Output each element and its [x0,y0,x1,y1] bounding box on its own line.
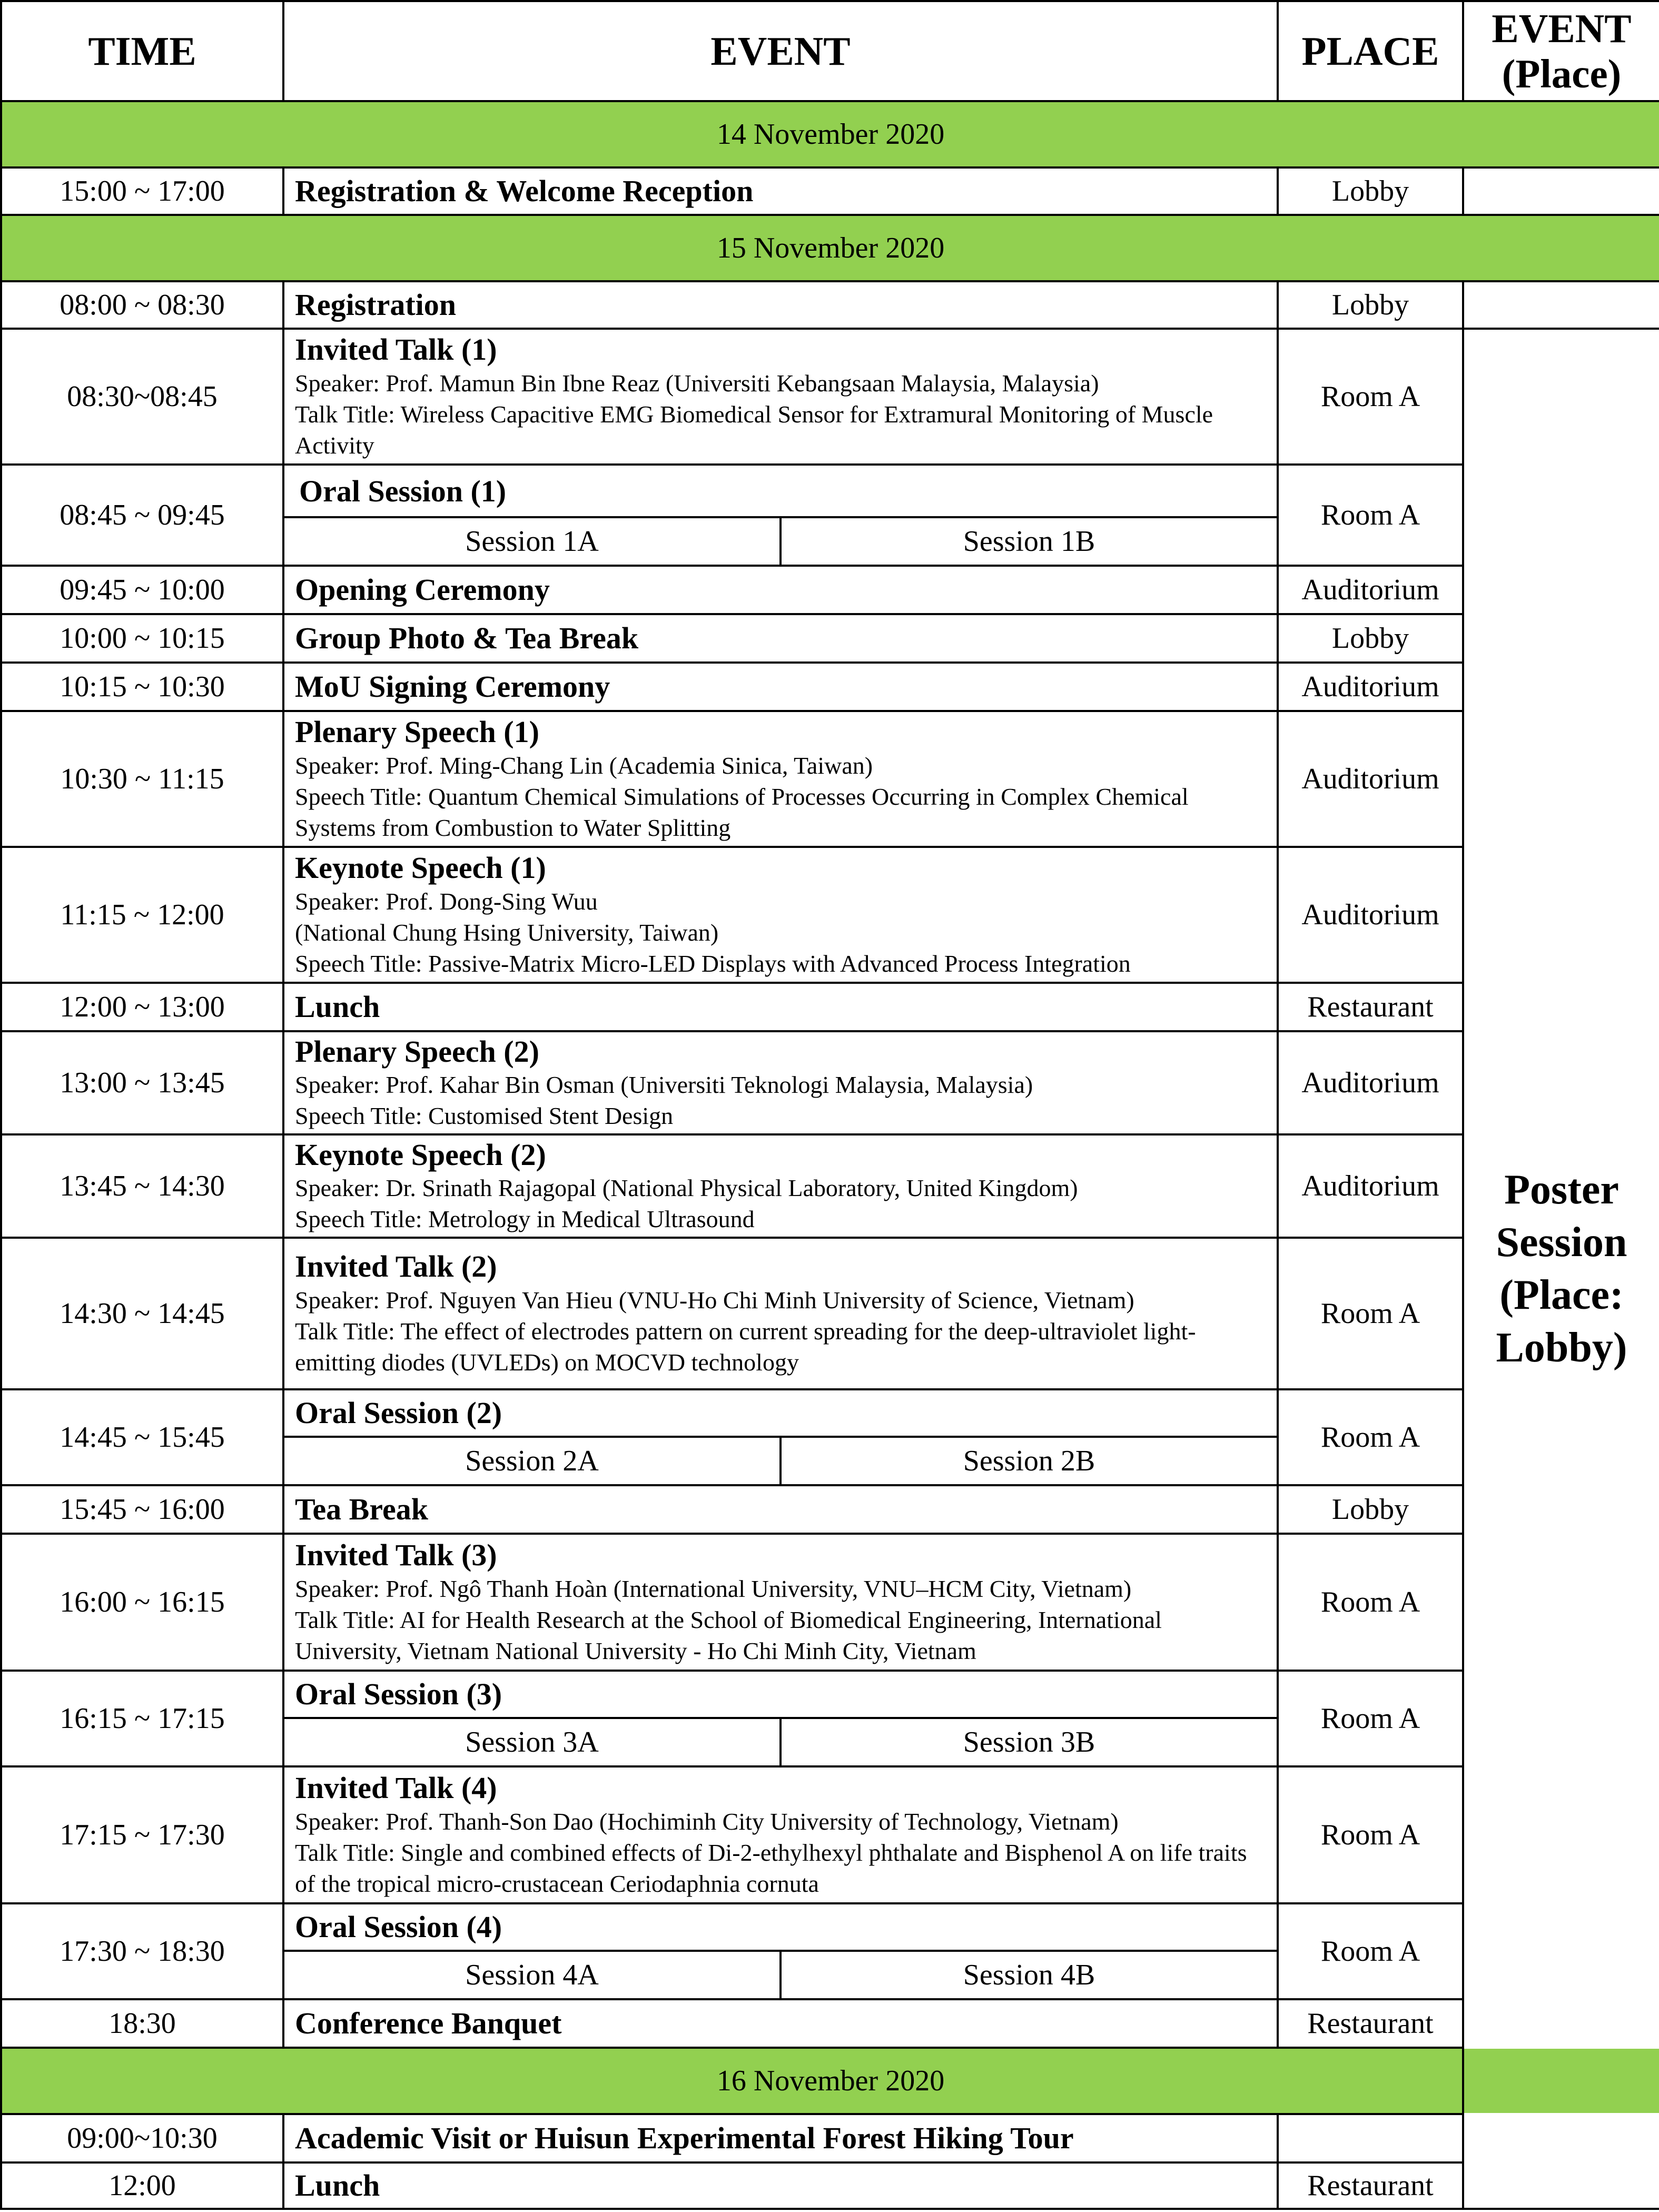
event-title: MoU Signing Ceremony [295,669,610,704]
event-title: Keynote Speech (1) [295,851,546,885]
row-time: 18:30 [1,1999,283,2048]
row-event [283,281,1278,329]
row-place: Lobby [1278,281,1463,329]
event-detail: Speaker: Prof. Ngô Thanh Hoàn (International University, VNU–HCM City, Vietnam) [295,1575,1132,1602]
event-detail: (National Chung Hsing University, Taiwan) [295,919,719,946]
row-place: Auditorium [1278,847,1463,983]
row-event [283,1031,1278,1134]
row-time: 09:45 ~ 10:00 [1,566,283,614]
event-title: Academic Visit or Huisun Experimental Forest Hiking Tour [295,2120,1074,2155]
event-title: Lunch [295,2168,380,2203]
row-event [283,1534,1278,1671]
session-b: Session 4B [781,1951,1278,1999]
oral-session-row [1,1389,1659,1437]
date-band: 16 November 2020 [1,2048,1659,2114]
event-title: Group Photo & Tea Break [295,620,639,655]
schedule-row [1,566,1659,614]
event-detail: Speech Title: Metrology in Medical Ultrasound [295,1206,755,1233]
event-title: Plenary Speech (1) [295,715,539,749]
row-event-place [1463,167,1659,215]
row-place: Auditorium [1278,566,1463,614]
row-place: Room A [1278,465,1463,566]
row-event [283,614,1278,663]
schedule-row [1,2162,1659,2209]
session-b: Session 3B [781,1718,1278,1766]
row-place: Room A [1278,1389,1463,1485]
row-place: Restaurant [1278,1999,1463,2048]
event-title: Registration & Welcome Reception [295,173,754,208]
event-title: Lunch [295,989,380,1024]
poster-line: Lobby) [1496,1325,1627,1371]
row-event [283,1999,1278,2048]
event-detail: Speaker: Prof. Ming-Chang Lin (Academia Sinica, Taiwan) [295,752,873,779]
row-time: 15:45 ~ 16:00 [1,1485,283,1534]
event-detail: Talk Title: AI for Health Research at the School of Biomedical Engineering, International University, Vietnam National University - Ho Chi Minh City, Vietnam [295,1606,1162,1664]
event-title: Oral Session (3) [295,1676,502,1711]
row-place: Room A [1278,1903,1463,1999]
event-title: Tea Break [295,1492,428,1526]
event-title: Invited Talk (4) [295,1771,497,1805]
event-detail: Speaker: Prof. Mamun Bin Ibne Reaz (Universiti Kebangsaan Malaysia, Malaysia) [295,369,1099,397]
row-time: 10:30 ~ 11:15 [1,711,283,847]
row-place: Lobby [1278,614,1463,663]
row-event [283,1485,1278,1534]
row-time: 15:00 ~ 17:00 [1,167,283,215]
schedule-row [1,1534,1659,1671]
date-band: 14 November 2020 [1,101,1659,167]
session-a: Session 4A [283,1951,781,1999]
row-place: Room A [1278,1238,1463,1389]
row-time: 16:00 ~ 16:15 [1,1534,283,1671]
event-title: Invited Talk (2) [295,1249,497,1284]
schedule-row [1,1031,1659,1134]
event-detail: Speaker: Prof. Thanh-Son Dao (Hochiminh City University of Technology, Vietnam) [295,1808,1119,1835]
schedule-row [1,1766,1659,1903]
session-a: Session 2A [283,1437,781,1485]
oral-session-title [283,1671,1278,1718]
row-event [283,2114,1278,2162]
row-time: 14:30 ~ 14:45 [1,1238,283,1389]
date-row [1,101,1659,167]
row-time: 11:15 ~ 12:00 [1,847,283,983]
row-place: Room A [1278,1766,1463,1903]
row-place: Room A [1278,329,1463,465]
schedule-row [1,983,1659,1031]
schedule-row [1,329,1659,465]
oral-session-row [1,1903,1659,1951]
row-event [283,1766,1278,1903]
row-time: 08:30~08:45 [1,329,283,465]
row-time: 14:45 ~ 15:45 [1,1389,283,1485]
row-event-place [1463,281,1659,329]
event-detail: Speaker: Dr. Srinath Rajagopal (National Physical Laboratory, United Kingdom) [295,1174,1078,1202]
row-place: Auditorium [1278,663,1463,711]
session-b: Session 2B [781,1437,1278,1485]
row-place: Auditorium [1278,1031,1463,1134]
event-detail: Talk Title: Wireless Capacitive EMG Biomedical Sensor for Extramural Monitoring of Muscle Activity [295,400,1213,459]
row-time: 12:00 ~ 13:00 [1,983,283,1031]
event-title: Registration [295,287,457,322]
header-event-place [1463,1,1659,101]
row-time: 10:00 ~ 10:15 [1,614,283,663]
row-time: 13:00 ~ 13:45 [1,1031,283,1134]
oral-session-title [283,1903,1278,1951]
row-event [283,2162,1278,2209]
date-row [1,215,1659,281]
schedule-row [1,847,1659,983]
oral-session-row [1,1671,1659,1718]
row-place: Auditorium [1278,1134,1463,1238]
schedule-row [1,281,1659,329]
row-place: Lobby [1278,1485,1463,1534]
event-title: Opening Ceremony [295,572,550,607]
event-detail: Speaker: Prof. Kahar Bin Osman (Universiti Teknologi Malaysia, Malaysia) [295,1071,1033,1099]
schedule-row [1,1999,1659,2048]
row-time: 12:00 [1,2162,283,2209]
schedule-row [1,1134,1659,1238]
row-event [283,329,1278,465]
schedule-row [1,663,1659,711]
row-place: Restaurant [1278,2162,1463,2209]
oral-session-title: Oral Session (1) [283,465,1278,517]
oral-session-row [1,465,1659,517]
schedule-row [1,711,1659,847]
row-event [283,566,1278,614]
row-time: 08:45 ~ 09:45 [1,465,283,566]
row-place: Lobby [1278,167,1463,215]
poster-line: Session [1496,1219,1627,1266]
event-detail: Speaker: Prof. Nguyen Van Hieu (VNU-Ho Chi Minh University of Science, Vietnam) [295,1286,1134,1314]
schedule-row [1,2114,1659,2162]
schedule-row [1,167,1659,215]
header-row [1,1,1659,101]
schedule-row [1,1485,1659,1534]
session-a: Session 3A [283,1718,781,1766]
row-time: 16:15 ~ 17:15 [1,1671,283,1766]
row-event [283,1238,1278,1389]
row-time: 17:30 ~ 18:30 [1,1903,283,1999]
date-row [1,2048,1659,2114]
row-event [283,847,1278,983]
header-time: TIME [1,1,283,101]
event-title: Oral Session (2) [295,1395,502,1430]
event-detail: Talk Title: The effect of electrodes pattern on current spreading for the deep-ultraviolet light-emitting diodes (UVLEDs) on MOCVD technology [295,1317,1196,1376]
session-a: Session 1A [283,517,781,566]
event-detail: Speech Title: Passive-Matrix Micro-LED Displays with Advanced Process Integration [295,950,1131,977]
header-event-place-line2: (Place) [1502,51,1622,96]
row-event [283,663,1278,711]
header-event-place-line1: EVENT [1492,5,1632,51]
poster-line: Poster [1504,1167,1619,1213]
date-band: 15 November 2020 [1,215,1659,281]
row-place: Auditorium [1278,711,1463,847]
row-place: Restaurant [1278,983,1463,1031]
row-event [283,1134,1278,1238]
header-place: PLACE [1278,1,1463,101]
row-event [283,711,1278,847]
row-place [1278,2114,1463,2162]
event-detail: Speaker: Prof. Dong-Sing Wuu [295,887,598,915]
header-event: EVENT [283,1,1278,101]
row-place: Room A [1278,1671,1463,1766]
row-event [283,983,1278,1031]
row-time: 10:15 ~ 10:30 [1,663,283,711]
oral-session-title [283,1389,1278,1437]
session-b: Session 1B [781,517,1278,566]
event-title: Keynote Speech (2) [295,1137,546,1172]
event-detail: Talk Title: Single and combined effects of Di-2-ethylhexyl phthalate and Bisphenol A on life traits of the tropical micro-crustacean Ceriodaphnia cornuta [295,1839,1247,1897]
event-title: Plenary Speech (2) [295,1034,539,1069]
schedule-row [1,614,1659,663]
event-title: Invited Talk (1) [295,332,497,367]
row-time: 08:00 ~ 08:30 [1,281,283,329]
row-place: Room A [1278,1534,1463,1671]
poster-line: (Place: [1499,1272,1624,1318]
row-event [283,167,1278,215]
schedule-row [1,1238,1659,1389]
event-detail: Speech Title: Quantum Chemical Simulations of Processes Occurring in Complex Chemical Systems from Combustion to Water Splitting [295,783,1189,841]
event-title: Conference Banquet [295,2006,562,2040]
event-title: Oral Session (4) [295,1909,502,1944]
poster-session [1463,329,1659,2209]
row-time: 09:00~10:30 [1,2114,283,2162]
row-time: 13:45 ~ 14:30 [1,1134,283,1238]
row-time: 17:15 ~ 17:30 [1,1766,283,1903]
event-title: Invited Talk (3) [295,1538,497,1573]
event-detail: Speech Title: Customised Stent Design [295,1102,674,1130]
